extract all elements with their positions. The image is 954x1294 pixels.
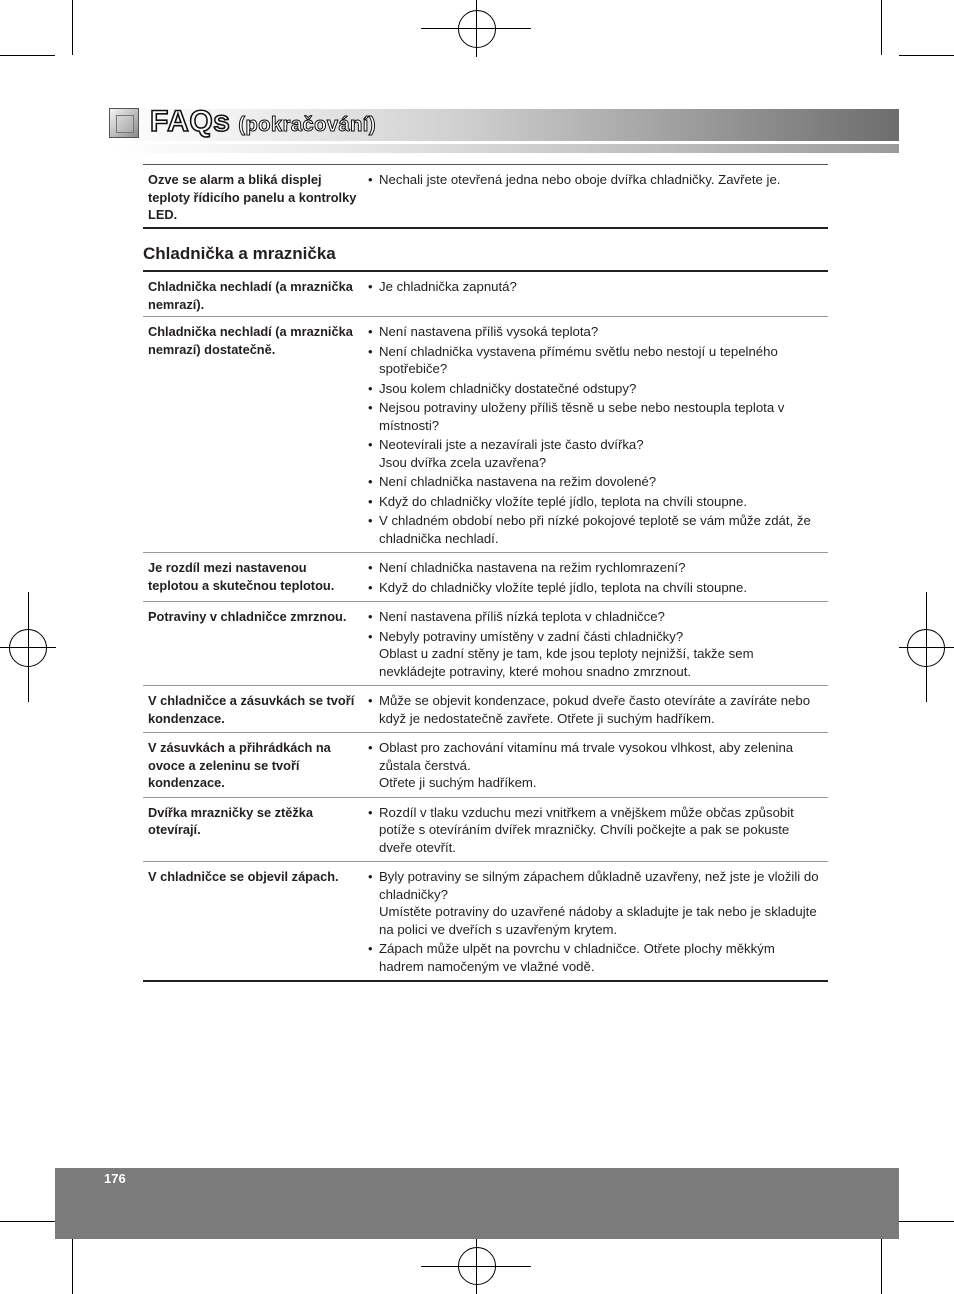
faq-answer-cell: [363, 686, 828, 733]
faq-answer-cell: [363, 553, 828, 602]
faq-question: V chladničce se objevil zápach.: [143, 862, 363, 982]
faq-answer: • Jsou kolem chladničky dostatečné odstupy?: [368, 380, 823, 398]
faq-answer-list: [368, 323, 823, 547]
faq-answer: • Když do chladničky vložíte teplé jídlo, teplota na chvíli stoupne.: [368, 579, 823, 597]
faq-question: V zásuvkách a přihrádkách na ovoce a zeleninu se tvoří kondenzace.: [143, 733, 363, 798]
page-number: 176: [104, 1171, 126, 1186]
title-subtitle: (pokračování): [238, 114, 377, 136]
fridge-faq-body: [143, 271, 828, 981]
header-square-icon: [109, 108, 139, 138]
page-title: [150, 105, 376, 139]
faq-row: [143, 797, 828, 862]
faq-answer: • Zápach může ulpět na povrchu v chladničce. Otřete plochy měkkým hadrem namočeným ve vlažné vodě.: [368, 940, 823, 975]
faq-question: Je rozdíl mezi nastavenou teplotou a skutečnou teplotou.: [143, 553, 363, 602]
faq-answer-list: [368, 739, 823, 792]
faq-row: [143, 317, 828, 553]
faq-row: [143, 686, 828, 733]
faq-answer: • Není nastavena příliš nízká teplota v chladničce?: [368, 608, 823, 626]
faq-answer: • Není nastavena příliš vysoká teplota?: [368, 323, 823, 341]
header-underline: [108, 144, 899, 153]
faq-question: Potraviny v chladničce zmrznou.: [143, 602, 363, 686]
faq-answer: • Není chladnička nastavena na režim dovolené?: [368, 473, 823, 491]
faq-question: V chladničce a zásuvkách se tvoří kondenzace.: [143, 686, 363, 733]
faq-row: [143, 165, 828, 228]
faq-answer-cell: [363, 733, 828, 798]
faq-row: [143, 862, 828, 982]
faq-answer: • Neotevírali jste a nezavírali jste často dvířka? Jsou dvířka zcela uzavřena?: [368, 436, 823, 471]
faq-answer-cell: [363, 862, 828, 982]
fridge-faq-table: [143, 270, 828, 982]
faq-row: [143, 602, 828, 686]
faq-answer-list: [368, 559, 823, 596]
faq-answer-cell: [363, 271, 828, 317]
faq-answer: • Není chladnička vystavena přímému světlu nebo nestojí u tepelného spotřebiče?: [368, 343, 823, 378]
faq-answer-list: [368, 278, 823, 296]
faq-answer: • Když do chladničky vložíte teplé jídlo, teplota na chvíli stoupne.: [368, 493, 823, 511]
faq-answer-cell: [363, 317, 828, 553]
faq-answer: • V chladném období nebo při nízké pokojové teplotě se vám může zdát, že chladnička nechladí.: [368, 512, 823, 547]
faq-answer: • Může se objevit kondenzace, pokud dveře často otevíráte a zavíráte nebo když je nedostatečně zavřete. Otřete ji suchým hadříkem.: [368, 692, 823, 727]
footer-bar: [55, 1168, 899, 1239]
faq-answer: • Nebyly potraviny umístěny v zadní části chladničky? Oblast u zadní stěny je tam, kde jsou teploty nejnižší, takže sem nevkládejte potraviny, které mohou snadno zmrznout.: [368, 628, 823, 681]
faq-answer-cell: [363, 165, 828, 228]
faq-answer: • Rozdíl v tlaku vzduchu mezi vnitřkem a vnějškem může občas způsobit potíže s otevíráním dvířek mrazničky. Chvíli počkejte a pak se pokuste dveře otevřít.: [368, 804, 823, 857]
faq-answer: • Nejsou potraviny uloženy příliš těsně u sebe nebo nestoupla teplota v místnosti?: [368, 399, 823, 434]
faq-answer: • Je chladnička zapnutá?: [368, 278, 823, 296]
faq-row: [143, 271, 828, 317]
faq-answer: • Oblast pro zachování vitamínu má trvale vysokou vlhkost, aby zelenina zůstala čerstvá. Otřete ji suchým hadříkem.: [368, 739, 823, 792]
faq-answer-list: [368, 868, 823, 975]
faq-answer-list: [368, 608, 823, 680]
faq-question: Ozve se alarm a bliká displej teploty řídicího panelu a kontrolky LED.: [148, 172, 357, 222]
faq-answer-list: [368, 804, 823, 857]
faq-answer-list: [368, 692, 823, 727]
faq-answer: • Nechali jste otevřená jedna nebo oboje dvířka chladničky. Zavřete je.: [368, 171, 823, 189]
intro-faq-body: [143, 165, 828, 228]
faq-question: Chladnička nechladí (a mraznička nemrazí) dostatečně.: [143, 317, 363, 553]
faq-answer-list: [368, 171, 823, 189]
faq-answer: • Není chladnička nastavena na režim rychlomrazení?: [368, 559, 823, 577]
title-main: FAQs: [150, 105, 231, 138]
faq-row: [143, 553, 828, 602]
faq-question: Chladnička nechladí (a mraznička nemrazí).: [148, 279, 353, 312]
faq-answer-cell: [363, 602, 828, 686]
faq-question: Dvířka mrazničky se ztěžka otevírají.: [143, 797, 363, 862]
faq-answer-cell: [363, 797, 828, 862]
faq-answer: • Byly potraviny se silným zápachem důkladně uzavřeny, než jste je vložili do chladničky? Umístěte potraviny do uzavřené nádoby a skladujte je tak nebo je skladujte na polici ve dveřích s uzavřeným krytem.: [368, 868, 823, 938]
faq-row: [143, 733, 828, 798]
section-title: Chladnička a mraznička: [143, 244, 336, 263]
intro-faq-table: [143, 164, 828, 229]
